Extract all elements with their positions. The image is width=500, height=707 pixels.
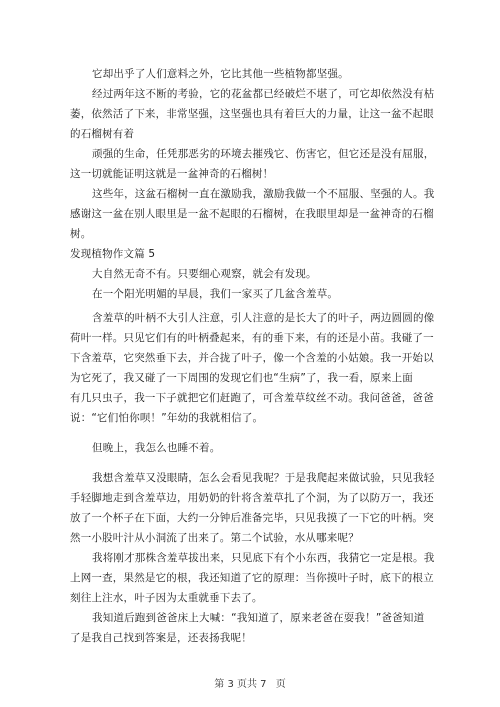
paragraph <box>70 548 435 608</box>
paragraph <box>70 468 435 548</box>
paragraph-line: 它却出乎了人们意料之外，它比其他一些植物都坚强。 <box>92 68 349 80</box>
paragraph-line: 发现植物作文篇 5 <box>70 248 156 260</box>
paragraph <box>70 84 435 144</box>
paragraph-line: 放了一个杯子在下面，大约一分钟后准备完毕，只见我摸了一下它的叶柄。突 <box>70 512 434 524</box>
paragraph-line: 我知道后跑到爸爸床上大喊：“我知道了，原来老爸在耍我！”爸爸知道 <box>92 612 425 624</box>
paragraph-line: 顽强的生命，任凭那恶劣的环境去摧残它、伤害它，但它还是没有屈服， <box>92 148 435 160</box>
paragraph-line: 但晚上，我怎么也睡不着。 <box>92 442 221 454</box>
paragraph-line: 为它死了，我又碰了一下周围的发现它们也“生病”了，我一看，原来上面 <box>70 372 413 384</box>
paragraph-line: 的石榴树有着 <box>70 128 135 140</box>
paragraph-line: 我想含羞草又没眼睛，怎么会看见我呢？于是我爬起来做试验，只见我轻 <box>92 472 435 484</box>
paragraph-line: 说：“它们怕你呗！”年幼的我就相信了。 <box>70 412 264 424</box>
paragraph <box>70 244 430 264</box>
paragraph <box>70 608 430 648</box>
paragraph-line: 我将刚才那株含羞草拔出来，只见底下有个小东西，我猜它一定是根。我 <box>92 552 435 564</box>
paragraph-line: 荷叶一样。只见它们有的叶柄叠起来，有的垂下来，有的还是小苗。我碰了一 <box>70 332 434 344</box>
page-footer <box>0 675 500 690</box>
paragraph <box>70 144 435 184</box>
paragraph-line: 这些年，这盆石榴树一直在激励我，激励我做一个不屈服、坚强的人。我 <box>92 188 435 200</box>
paragraph <box>70 308 435 428</box>
paragraph-line: 下含羞草，它突然垂下去，并合拢了叶子，像一个含羞的小姑娘。我一开始以 <box>70 352 434 364</box>
paragraph <box>70 64 430 84</box>
paragraph-line: 大自然无奇不有。只要细心观察，就会有发现。 <box>92 268 317 280</box>
paragraph-line: 刻往上注水，叶子因为太重就垂下去了。 <box>70 592 263 604</box>
paragraph-line: 经过两年这不断的考验，它的花盆都已经破烂不堪了，可它却依然没有枯 <box>92 88 435 100</box>
paragraph-line: 树。 <box>70 228 92 240</box>
paragraph-line: 含羞草的叶柄不大引人注意，引人注意的是长大了的叶子，两边圆圆的像 <box>92 312 435 324</box>
paragraph-line: 上网一查，果然是它的根，我还知道了它的原理：当你摸叶子时，底下的根立 <box>70 572 434 584</box>
paragraph <box>70 184 435 244</box>
page-suffix-text: 页 <box>275 679 286 690</box>
paragraph <box>70 284 430 304</box>
page-number-text: 第 3 页共 7 <box>214 679 267 690</box>
paragraph-line: 在一个阳光明媚的早晨，我们一家买了几盆含羞草。 <box>92 288 339 300</box>
paragraph-line: 有几只虫子，我一下子就把它们赶跑了，可含羞草纹丝不动。我问爸爸，爸爸 <box>70 392 434 404</box>
paragraph-line: 手轻脚地走到含羞草边，用奶奶的针将含羞草扎了个洞，为了以防万一，我还 <box>70 492 434 504</box>
paragraph-line: 萎，依然活了下来，非常坚强，这坚强也具有着巨大的力量，让这一盆不起眼 <box>70 108 434 120</box>
paragraph-line: 了是我自己找到答案是，还表扬我呢！ <box>70 632 252 644</box>
paragraph-line: 感谢这一盆在别人眼里是一盆不起眼的石榴树，在我眼里却是一盆神奇的石榴 <box>70 208 434 220</box>
paragraph <box>70 264 430 284</box>
paragraph-line: 然一小股叶汁从小洞流了出来了。第二个试验，水从哪来呢？ <box>70 532 359 544</box>
paragraph-line: 这一切就能证明这就是一盆神奇的石榴树！ <box>70 168 274 180</box>
paragraph <box>70 438 430 458</box>
